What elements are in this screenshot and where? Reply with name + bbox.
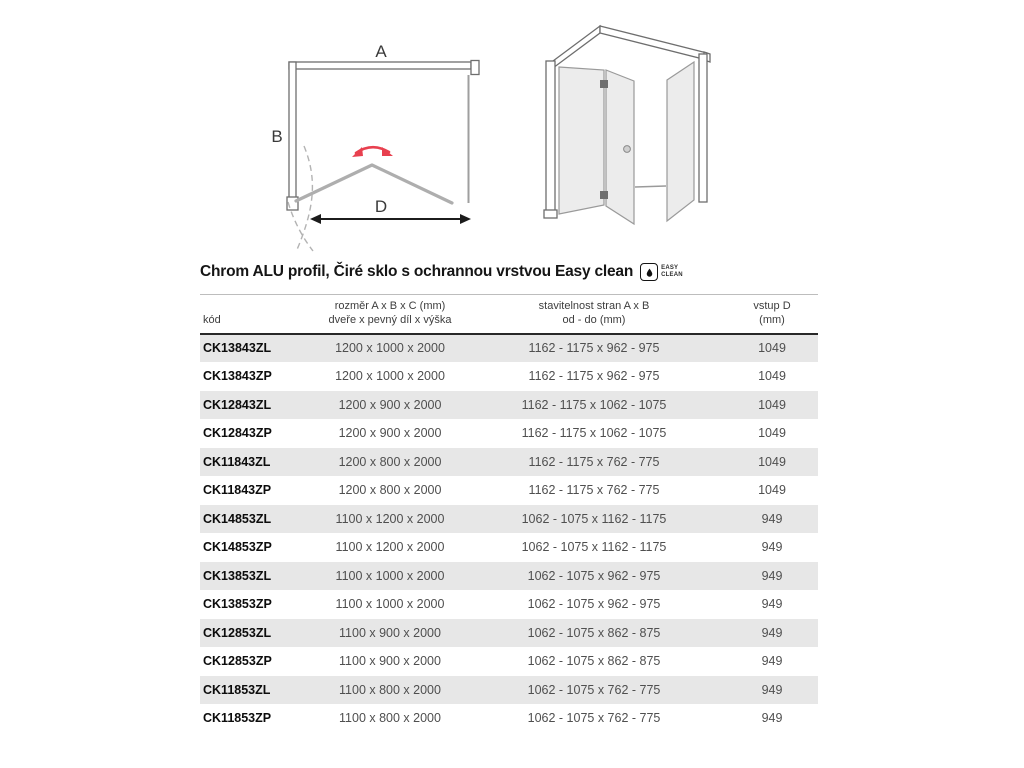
cell-vstup: 949 — [761, 597, 783, 612]
cell-kod: CK13853ZP — [203, 597, 272, 612]
label-d: D — [374, 197, 388, 216]
table-row — [200, 448, 818, 477]
water-drop-icon — [640, 263, 658, 281]
table-row — [200, 619, 818, 648]
cell-rozmer: 1200 x 800 x 2000 — [338, 454, 442, 469]
cell-vstup: 1049 — [758, 369, 786, 384]
header-vstup: vstup D (mm) — [753, 300, 791, 327]
door-handle-icon — [624, 146, 631, 153]
cell-stavitelnost: 1062 - 1075 x 862 - 875 — [527, 625, 661, 640]
wall-a-endcap — [471, 61, 479, 75]
cell-rozmer: 1200 x 1000 x 2000 — [335, 369, 445, 384]
table-row — [200, 505, 818, 534]
table-row — [200, 704, 818, 733]
wall-profile-left-3d — [546, 61, 555, 211]
cell-stavitelnost: 1162 - 1175 x 762 - 775 — [528, 454, 660, 469]
cell-vstup: 949 — [761, 711, 783, 726]
cell-stavitelnost: 1162 - 1175 x 962 - 975 — [528, 369, 660, 384]
bottom-sill-line — [635, 186, 666, 187]
easy-clean-badge — [640, 263, 683, 281]
cell-rozmer: 1100 x 900 x 2000 — [339, 625, 441, 640]
spec-table-body — [200, 334, 818, 733]
cell-rozmer: 1200 x 900 x 2000 — [338, 426, 442, 441]
table-row — [200, 362, 818, 391]
cell-vstup: 1049 — [758, 426, 786, 441]
fixed-glass-right — [667, 62, 694, 221]
cell-stavitelnost: 1062 - 1075 x 862 - 875 — [527, 654, 661, 669]
cell-rozmer: 1100 x 900 x 2000 — [339, 654, 441, 669]
product-illustration — [544, 26, 710, 224]
label-a: A — [375, 42, 387, 61]
cell-kod: CK12843ZP — [203, 426, 272, 441]
hinge-top-icon — [600, 80, 608, 88]
cell-vstup: 949 — [761, 654, 783, 669]
cell-kod: CK12853ZP — [203, 654, 272, 669]
easy-clean-label: EASY CLEAN — [661, 265, 683, 278]
fixed-glass-left — [559, 67, 604, 214]
wall-profile-right-3d — [699, 54, 707, 202]
cell-stavitelnost: 1162 - 1175 x 762 - 775 — [528, 483, 660, 498]
header-rozmer: rozměr A x B x C (mm) dveře x pevný díl x výška — [328, 300, 452, 327]
cell-stavitelnost: 1062 - 1075 x 962 - 975 — [527, 597, 661, 612]
cell-stavitelnost: 1062 - 1075 x 762 - 775 — [527, 682, 661, 697]
hinge-bottom-icon — [600, 191, 608, 199]
cell-rozmer: 1100 x 800 x 2000 — [339, 711, 441, 726]
cell-vstup: 949 — [761, 568, 783, 583]
cell-stavitelnost: 1062 - 1075 x 1162 - 1175 — [521, 511, 667, 526]
cell-rozmer: 1200 x 900 x 2000 — [338, 397, 442, 412]
cell-stavitelnost: 1162 - 1175 x 962 - 975 — [528, 341, 660, 356]
table-row — [200, 562, 818, 591]
cell-rozmer: 1100 x 1000 x 2000 — [335, 568, 445, 583]
cell-kod: CK12853ZL — [203, 625, 272, 640]
cell-kod: CK13853ZL — [203, 568, 272, 583]
page-title: Chrom ALU profil, Čiré sklo s ochrannou vrstvou Easy clean — [200, 263, 634, 280]
swing-arrow-icon — [352, 147, 393, 157]
header-stavitelnost: stavitelnost stran A x B od - do (mm) — [538, 300, 650, 327]
wall-profile-left-cap — [544, 210, 557, 218]
cell-rozmer: 1100 x 1200 x 2000 — [335, 511, 445, 526]
table-row — [200, 476, 818, 505]
cell-stavitelnost: 1062 - 1075 x 1162 - 1175 — [521, 540, 667, 555]
diagrams — [0, 0, 1024, 262]
cell-vstup: 949 — [761, 682, 783, 697]
label-b: B — [271, 127, 283, 146]
cell-kod: CK11853ZL — [203, 682, 271, 697]
table-row — [200, 419, 818, 448]
dimension-diagram — [271, 42, 479, 252]
cell-vstup: 1049 — [758, 483, 786, 498]
cell-kod: CK14853ZL — [203, 511, 272, 526]
cell-rozmer: 1100 x 1000 x 2000 — [335, 597, 445, 612]
cell-kod: CK12843ZL — [203, 397, 272, 412]
cell-stavitelnost: 1162 - 1175 x 1062 - 1075 — [521, 397, 667, 412]
top-rail-right — [600, 26, 707, 60]
table-row — [200, 676, 818, 705]
spec-table — [200, 294, 818, 733]
cell-stavitelnost: 1062 - 1075 x 762 - 775 — [527, 711, 661, 726]
cell-stavitelnost: 1062 - 1075 x 962 - 975 — [527, 568, 661, 583]
cell-vstup: 1049 — [758, 341, 786, 356]
table-row — [200, 590, 818, 619]
cell-rozmer: 1100 x 800 x 2000 — [339, 682, 441, 697]
table-row — [200, 533, 818, 562]
table-row — [200, 391, 818, 420]
cell-vstup: 949 — [761, 540, 783, 555]
cell-rozmer: 1100 x 1200 x 2000 — [335, 540, 445, 555]
cell-vstup: 949 — [761, 511, 783, 526]
top-rail-left — [553, 26, 600, 68]
dimension-d-arrow — [310, 214, 471, 224]
cell-kod: CK14853ZP — [203, 540, 272, 555]
cell-kod: CK11843ZP — [203, 483, 272, 498]
cell-rozmer: 1200 x 800 x 2000 — [338, 483, 442, 498]
cell-kod: CK11853ZP — [203, 711, 272, 726]
wall-a-profile — [289, 62, 471, 69]
cell-kod: CK11843ZL — [203, 454, 271, 469]
cell-vstup: 1049 — [758, 397, 786, 412]
table-row — [200, 647, 818, 676]
cell-rozmer: 1200 x 1000 x 2000 — [335, 341, 445, 356]
wall-b-profile — [289, 62, 296, 198]
title-row — [200, 263, 840, 281]
cell-kod: CK13843ZL — [203, 341, 272, 356]
cell-vstup: 949 — [761, 625, 783, 640]
header-row — [200, 295, 818, 334]
table-row — [200, 334, 818, 363]
cell-stavitelnost: 1162 - 1175 x 1062 - 1075 — [521, 426, 667, 441]
cell-vstup: 1049 — [758, 454, 786, 469]
header-kod: kód — [203, 314, 221, 327]
cell-kod: CK13843ZP — [203, 369, 272, 384]
